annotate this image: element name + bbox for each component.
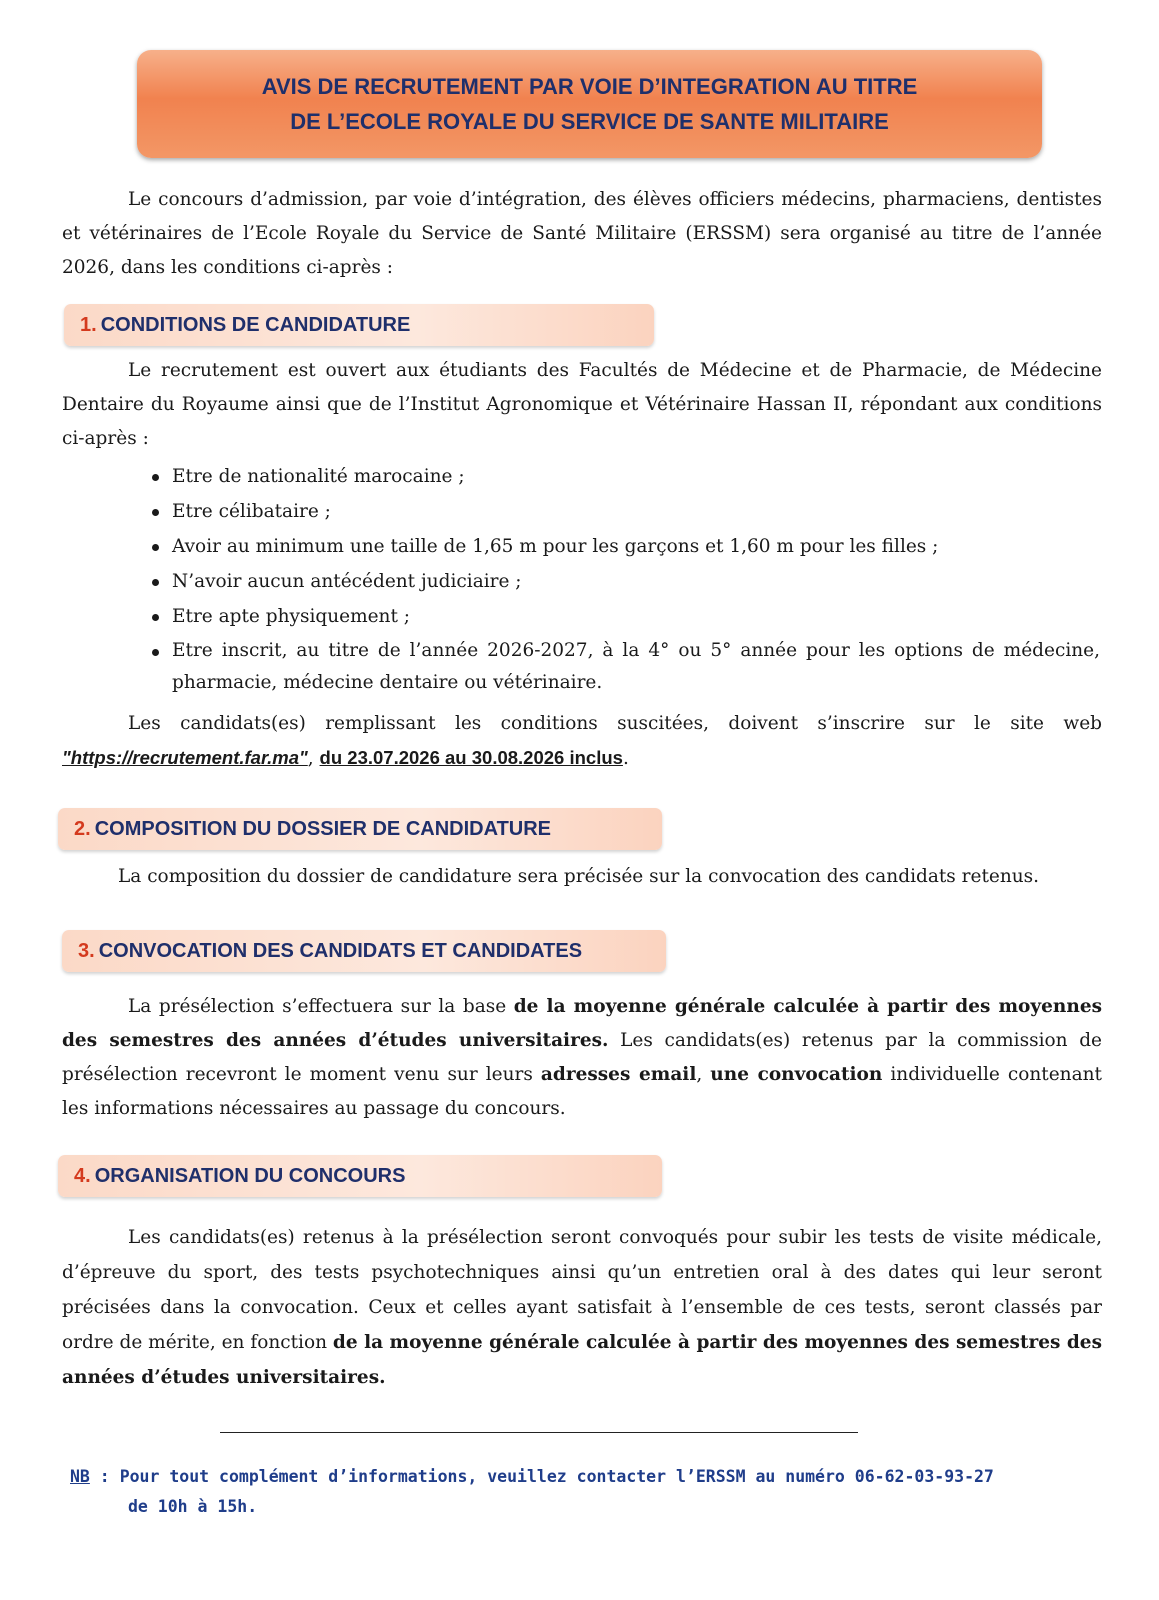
section-number: 3. <box>78 939 95 962</box>
bold-run: de la moyenne générale calculée à partir des moyennes des semestres des années d’études universitaires. <box>62 996 1103 1051</box>
registration-dates: du 23.07.2026 au 30.08.2026 inclus <box>319 747 623 768</box>
bold-run: une convocation <box>710 1064 883 1085</box>
registration-separator: , <box>307 748 320 769</box>
organisation-paragraph <box>62 1220 1102 1395</box>
list-item: N’avoir aucun antécédent judiciaire ; <box>148 565 1100 599</box>
conditions-list <box>148 460 1100 700</box>
nb-line-2: de 10h à 15h. <box>128 1497 258 1516</box>
registration-paragraph <box>62 707 1102 776</box>
intro-paragraph: Le concours d’admission, par voie d’intégration, des élèves officiers médecins, pharmaciens, dentistes et vétérinaires de l’Ecole Royale du Service de Santé Militaire (ERSSM) sera organisé au titre de l’année 2026, dans les conditions ci-après : <box>62 189 1102 278</box>
section-number: 4. <box>74 1164 91 1187</box>
section-title: CONDITIONS DE CANDIDATURE <box>100 313 411 336</box>
section-heading-organisation <box>58 1155 662 1197</box>
separator-line <box>220 1432 858 1433</box>
section-title: CONVOCATION DES CANDIDATS ET CANDIDATES <box>98 939 583 962</box>
text-run: Les candidats(es) retenus à la présélection seront convoqués pour subir les tests de visite médicale, d’épreuve du sport, des tests psychotechniques ainsi qu’un entretien oral à des dates qui leur seront précisées dans la convocation. Ceux et celles ayant satisfait à l’ensemble de ces tests, seront classés par ordre de mérite, en fonction <box>62 1227 1102 1353</box>
registration-end: . <box>622 748 629 769</box>
bold-run: de la moyenne générale calculée à partir des moyennes des semestres des années d’études universitaires. <box>62 1332 1102 1388</box>
convocation-paragraph <box>62 990 1102 1126</box>
list-item: Etre inscrit, au titre de l’année 2026-2027, à la 4° ou 5° année pour les options de médecine, pharmacie, médecine dentaire ou vétérinaire. <box>148 635 1100 699</box>
nb-separator: : <box>89 1467 120 1486</box>
section-number: 1. <box>80 313 97 336</box>
registration-text: Les candidats(es) remplissant les conditions suscitées, doivent s’inscrire sur le site web <box>128 713 1102 734</box>
nb-line-1: Pour tout complément d’informations, veuillez contacter l’ERSSM au numéro 06-62-03-93-27 <box>119 1467 994 1486</box>
section-heading-convocation <box>62 930 666 972</box>
list-item: Avoir au minimum une taille de 1,65 m pour les garçons et 1,60 m pour les filles ; <box>148 530 1100 564</box>
bold-run: adresses email <box>540 1064 697 1085</box>
text-run: La présélection s’effectuera sur la base <box>128 996 514 1017</box>
title-line-1: AVIS DE RECRUTEMENT PAR VOIE D’INTEGRATION AU TITRE <box>261 74 918 99</box>
nb-note <box>70 1462 1100 1522</box>
list-item: Etre célibataire ; <box>148 495 1100 529</box>
section-title: ORGANISATION DU CONCOURS <box>94 1164 406 1187</box>
text-run: Les candidats(es) retenus par la commission de présélection recevront le moment venu sur leurs <box>62 1030 1102 1085</box>
section-heading-conditions <box>64 304 654 346</box>
conditions-paragraph: Le recrutement est ouvert aux étudiants des Facultés de Médecine et de Pharmacie, de Médecine Dentaire du Royaume ainsi que de l’Institut Agronomique et Vétérinaire Hassan II, répondant aux conditions ci-après : <box>62 360 1102 449</box>
section-number: 2. <box>74 817 91 840</box>
section-heading-dossier <box>58 808 662 850</box>
list-item: Etre apte physiquement ; <box>148 600 1100 634</box>
notice-title-banner <box>137 50 1042 158</box>
registration-link[interactable]: "https://recrutement.far.ma" <box>62 747 308 768</box>
section-title: COMPOSITION DU DOSSIER DE CANDIDATURE <box>94 817 552 840</box>
text-run: , <box>696 1064 711 1085</box>
text-run: individuelle contenant les informations nécessaires au passage du concours. <box>62 1064 1102 1119</box>
nb-label: NB <box>70 1467 90 1486</box>
title-line-2: DE L’ECOLE ROYALE DU SERVICE DE SANTE MILITAIRE <box>290 109 889 134</box>
dossier-paragraph: La composition du dossier de candidature sera précisée sur la convocation des candidats retenus. <box>118 866 1040 887</box>
list-item: Etre de nationalité marocaine ; <box>148 460 1100 494</box>
